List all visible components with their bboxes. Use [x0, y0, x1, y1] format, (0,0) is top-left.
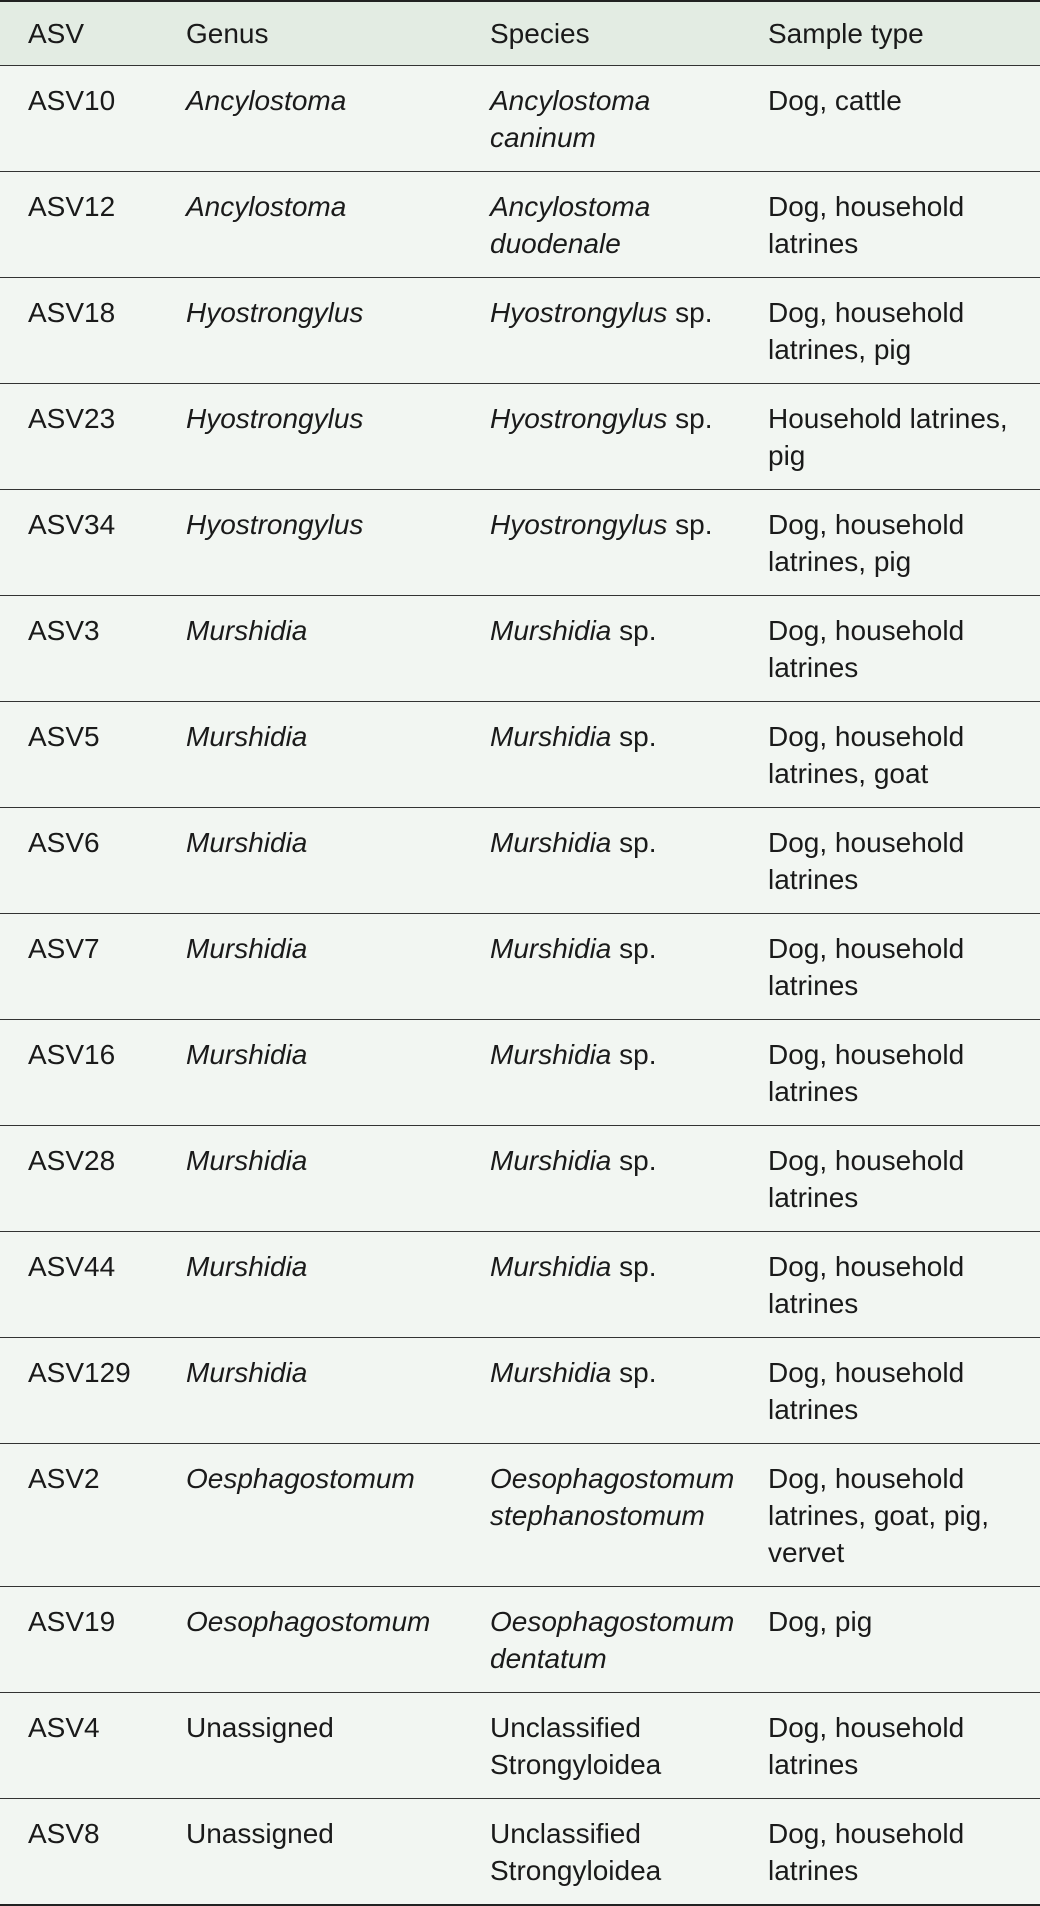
genus-cell: [158, 702, 462, 808]
table-row: [0, 66, 1040, 172]
genus-cell: [158, 914, 462, 1020]
asv-id: ASV2: [28, 1463, 100, 1494]
genus-cell: [158, 172, 462, 278]
asv-id: ASV28: [28, 1145, 116, 1176]
asv-cell: [0, 1444, 158, 1587]
genus-cell: [158, 1338, 462, 1444]
species-name-suffix: sp.: [611, 1039, 657, 1070]
species-cell: [462, 1693, 740, 1799]
table-row: [0, 1232, 1040, 1338]
species-cell: [462, 1338, 740, 1444]
sample-type-cell: [740, 914, 1040, 1020]
species-name-italic: Hyostrongylus: [490, 297, 668, 328]
sample-type: Dog, household latrines: [768, 615, 965, 683]
genus-cell: [158, 1020, 462, 1126]
asv-id: ASV129: [28, 1357, 131, 1388]
table-row: [0, 596, 1040, 702]
asv-cell: [0, 1587, 158, 1693]
species-name-italic: Ancylostoma duodenale: [490, 191, 651, 259]
genus-cell: [158, 1693, 462, 1799]
sample-type: Dog, household latrines: [768, 1039, 965, 1107]
table-header: [0, 1, 1040, 66]
asv-cell: [0, 914, 158, 1020]
species-name-italic: Murshidia: [490, 1357, 612, 1388]
genus-name: Murshidia: [186, 933, 308, 964]
species-cell: [462, 914, 740, 1020]
species-name-suffix: sp.: [667, 509, 713, 540]
genus-name: Murshidia: [186, 1357, 308, 1388]
sample-type: Dog, household latrines: [768, 1818, 965, 1886]
table-row: [0, 384, 1040, 490]
species-name-suffix: sp.: [611, 1145, 657, 1176]
genus-cell: [158, 1587, 462, 1693]
asv-cell: [0, 1693, 158, 1799]
species-cell: [462, 490, 740, 596]
genus-cell: [158, 1232, 462, 1338]
species-cell: [462, 702, 740, 808]
species-name-italic: Hyostrongylus: [490, 403, 668, 434]
genus-name: Hyostrongylus: [186, 297, 364, 328]
asv-cell: [0, 596, 158, 702]
genus-name: Ancylostoma: [186, 191, 347, 222]
asv-id: ASV4: [28, 1712, 100, 1743]
genus-name: Murshidia: [186, 615, 308, 646]
genus-name: Murshidia: [186, 721, 308, 752]
species-name-suffix: sp.: [611, 1251, 657, 1282]
species-cell: [462, 1587, 740, 1693]
species-name-suffix: sp.: [611, 827, 657, 858]
sample-type: Dog, household latrines, goat: [768, 721, 965, 789]
sample-type-cell: [740, 808, 1040, 914]
asv-id: ASV7: [28, 933, 100, 964]
species-cell: [462, 384, 740, 490]
sample-type: Dog, household latrines: [768, 1251, 965, 1319]
sample-type: Dog, household latrines, goat, pig, vervet: [768, 1463, 990, 1568]
species-cell: [462, 66, 740, 172]
genus-name: Hyostrongylus: [186, 403, 364, 434]
table-row: [0, 1587, 1040, 1693]
genus-cell: [158, 490, 462, 596]
asv-cell: [0, 1020, 158, 1126]
sample-type: Dog, household latrines: [768, 1357, 965, 1425]
species-name-suffix: Unclassified Strongyloidea: [490, 1818, 662, 1886]
table-row: [0, 1126, 1040, 1232]
species-name-italic: Murshidia: [490, 721, 612, 752]
species-cell: [462, 1799, 740, 1906]
genus-name: Murshidia: [186, 1251, 308, 1282]
species-name-suffix: sp.: [611, 615, 657, 646]
sample-type-cell: [740, 1444, 1040, 1587]
sample-type: Dog, household latrines: [768, 191, 965, 259]
table-row: [0, 278, 1040, 384]
species-name-suffix: sp.: [611, 1357, 657, 1388]
genus-name: Unassigned: [186, 1712, 334, 1743]
species-name-italic: Oesophagostomum dentatum: [490, 1606, 735, 1674]
asv-id: ASV34: [28, 509, 116, 540]
species-name-italic: Hyostrongylus: [490, 509, 668, 540]
species-name-suffix: sp.: [611, 721, 657, 752]
sample-type: Dog, household latrines: [768, 1712, 965, 1780]
genus-cell: [158, 66, 462, 172]
genus-cell: [158, 596, 462, 702]
genus-name: Murshidia: [186, 1145, 308, 1176]
species-name-italic: Murshidia: [490, 933, 612, 964]
sample-type-cell: [740, 1126, 1040, 1232]
asv-id: ASV18: [28, 297, 116, 328]
species-cell: [462, 596, 740, 702]
table-row: [0, 702, 1040, 808]
sample-type-cell: [740, 384, 1040, 490]
asv-cell: [0, 66, 158, 172]
sample-type-cell: [740, 66, 1040, 172]
species-name-italic: Ancylostoma caninum: [490, 85, 651, 153]
sample-type: Dog, household latrines: [768, 827, 965, 895]
species-cell: [462, 808, 740, 914]
sample-type: Dog, cattle: [768, 85, 902, 116]
asv-cell: [0, 172, 158, 278]
asv-cell: [0, 490, 158, 596]
asv-id: ASV19: [28, 1606, 116, 1637]
asv-id: ASV6: [28, 827, 100, 858]
table-body: [0, 66, 1040, 1906]
species-name-suffix: sp.: [667, 297, 713, 328]
species-name-italic: Oesophagostomum stephanostomum: [490, 1463, 735, 1531]
species-name-italic: Murshidia: [490, 1251, 612, 1282]
table-row: [0, 1693, 1040, 1799]
asv-cell: [0, 1232, 158, 1338]
species-name-suffix: sp.: [611, 933, 657, 964]
genus-name: Hyostrongylus: [186, 509, 364, 540]
header-genus: Genus: [158, 1, 462, 66]
asv-cell: [0, 1338, 158, 1444]
header-species: Species: [462, 1, 740, 66]
genus-name: Oesophagostomum: [186, 1606, 431, 1637]
genus-name: Ancylostoma: [186, 85, 347, 116]
genus-name: Murshidia: [186, 1039, 308, 1070]
species-cell: [462, 1126, 740, 1232]
asv-cell: [0, 702, 158, 808]
table-row: [0, 914, 1040, 1020]
asv-id: ASV44: [28, 1251, 116, 1282]
sample-type-cell: [740, 172, 1040, 278]
genus-cell: [158, 1444, 462, 1587]
sample-type: Dog, pig: [768, 1606, 873, 1637]
table-row: [0, 1799, 1040, 1906]
sample-type: Dog, household latrines, pig: [768, 297, 965, 365]
table-row: [0, 172, 1040, 278]
species-name-suffix: Unclassified Strongyloidea: [490, 1712, 662, 1780]
asv-cell: [0, 1799, 158, 1906]
species-name-italic: Murshidia: [490, 615, 612, 646]
sample-type: Dog, household latrines: [768, 933, 965, 1001]
table-row: [0, 1444, 1040, 1587]
genus-cell: [158, 808, 462, 914]
genus-name: Oesphagostomum: [186, 1463, 415, 1494]
species-cell: [462, 1444, 740, 1587]
genus-name: Murshidia: [186, 827, 308, 858]
species-name-italic: Murshidia: [490, 1145, 612, 1176]
genus-cell: [158, 1126, 462, 1232]
sample-type: Dog, household latrines: [768, 1145, 965, 1213]
asv-id: ASV3: [28, 615, 100, 646]
sample-type-cell: [740, 1587, 1040, 1693]
sample-type-cell: [740, 1232, 1040, 1338]
asv-cell: [0, 278, 158, 384]
sample-type-cell: [740, 1020, 1040, 1126]
genus-name: Unassigned: [186, 1818, 334, 1849]
genus-cell: [158, 384, 462, 490]
asv-cell: [0, 384, 158, 490]
header-asv: ASV: [0, 1, 158, 66]
header-sample-type: Sample type: [740, 1, 1040, 66]
sample-type-cell: [740, 1799, 1040, 1906]
asv-id: ASV12: [28, 191, 116, 222]
asv-cell: [0, 808, 158, 914]
sample-type-cell: [740, 278, 1040, 384]
genus-cell: [158, 1799, 462, 1906]
asv-id: ASV23: [28, 403, 116, 434]
genus-cell: [158, 278, 462, 384]
sample-type: Dog, household latrines, pig: [768, 509, 965, 577]
sample-type-cell: [740, 1693, 1040, 1799]
species-name-suffix: sp.: [667, 403, 713, 434]
table-row: [0, 808, 1040, 914]
sample-type-cell: [740, 702, 1040, 808]
table-row: [0, 1020, 1040, 1126]
asv-id: ASV10: [28, 85, 116, 116]
species-name-italic: Murshidia: [490, 827, 612, 858]
sample-type-cell: [740, 490, 1040, 596]
sample-type-cell: [740, 596, 1040, 702]
header-row: [0, 1, 1040, 66]
species-cell: [462, 278, 740, 384]
sample-type-cell: [740, 1338, 1040, 1444]
species-cell: [462, 1020, 740, 1126]
asv-id: ASV5: [28, 721, 100, 752]
species-cell: [462, 172, 740, 278]
species-cell: [462, 1232, 740, 1338]
table-row: [0, 490, 1040, 596]
sample-type: Household latrines, pig: [768, 403, 1008, 471]
species-name-italic: Murshidia: [490, 1039, 612, 1070]
asv-cell: [0, 1126, 158, 1232]
asv-id: ASV8: [28, 1818, 100, 1849]
table-row: [0, 1338, 1040, 1444]
asv-id: ASV16: [28, 1039, 116, 1070]
